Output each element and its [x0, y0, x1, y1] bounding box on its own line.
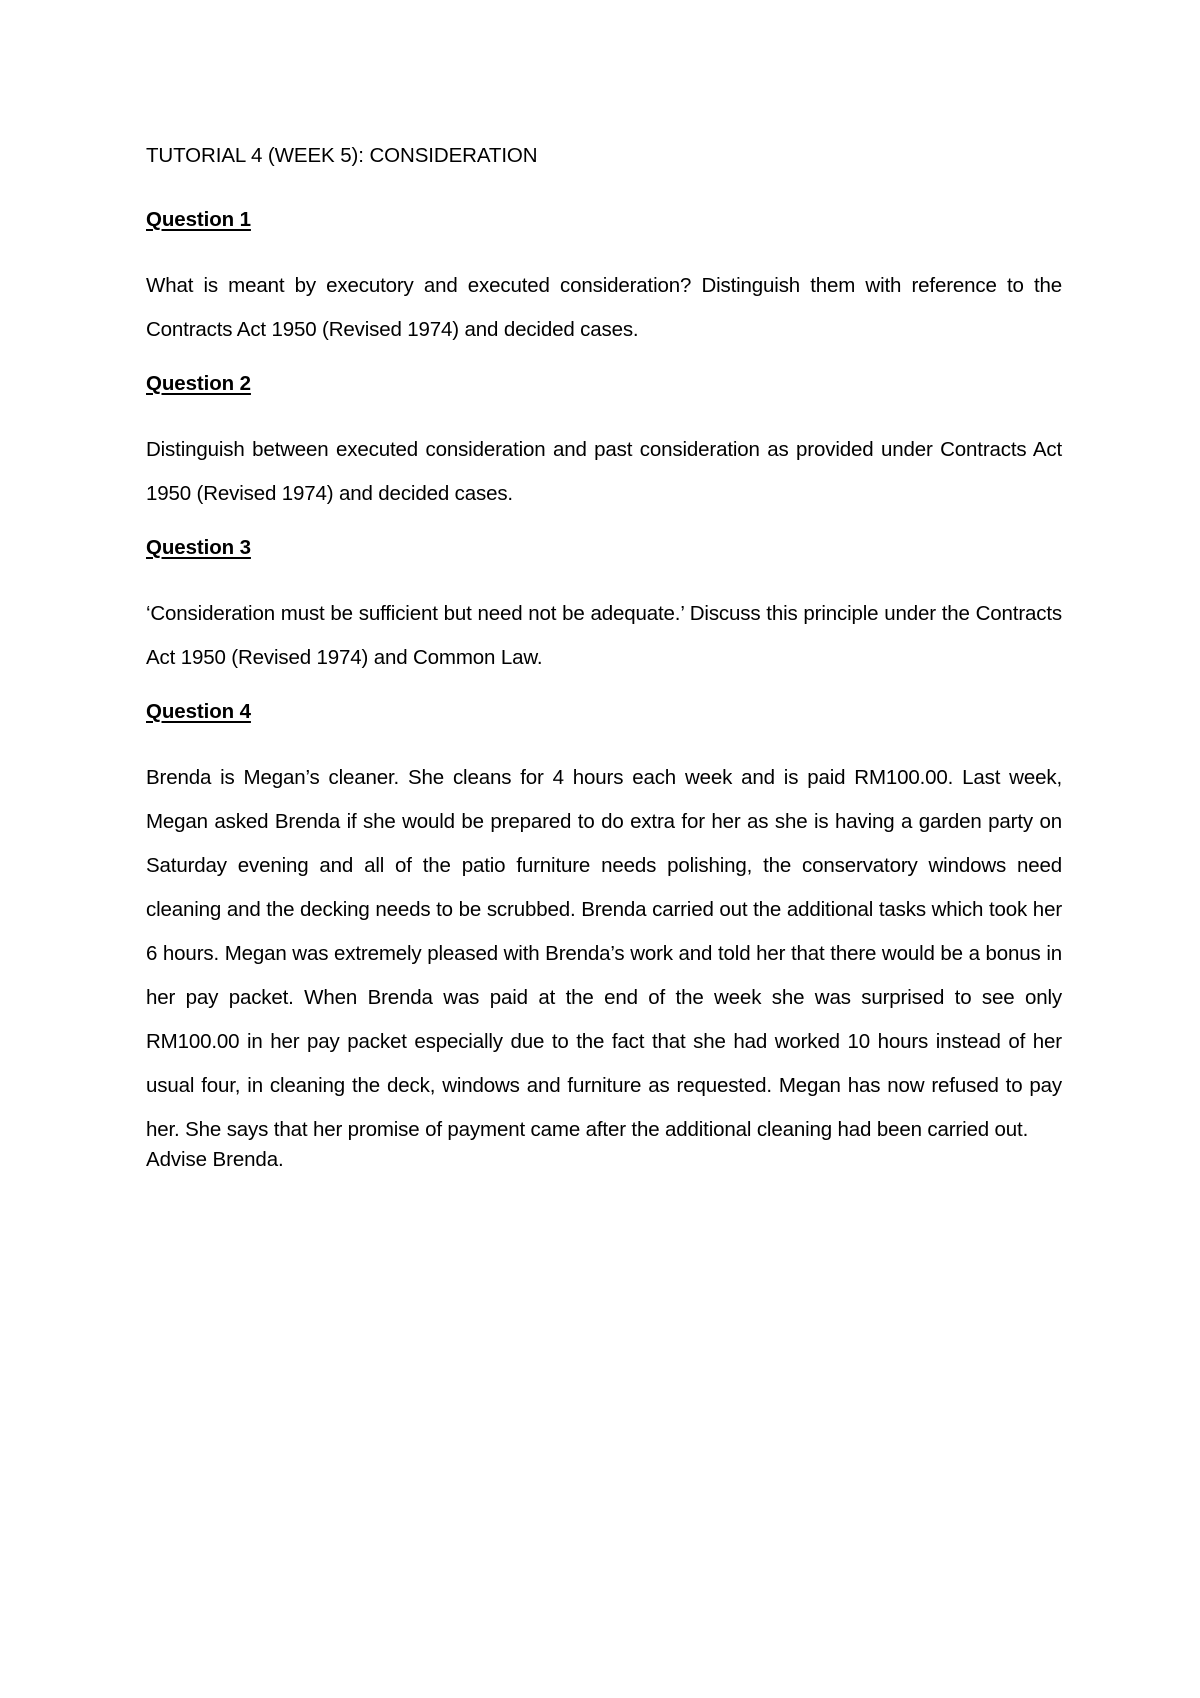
document-title: TUTORIAL 4 (WEEK 5): CONSIDERATION [146, 144, 538, 167]
question-3-text: ‘Consideration must be sufficient but need not be adequate.’ Discuss this principle under the Contracts Act 1950 (Revised 1974) and Common Law. [146, 602, 1062, 669]
question-4-instruction: Advise Brenda. [146, 1148, 284, 1171]
question-4-text: Brenda is Megan’s cleaner. She cleans for 4 hours each week and is paid RM100.00. Last week, Megan asked Brenda if she would be prepared to do extra for her as she is having a garden party on Saturday evening and all of the patio furniture needs polishing, the conservatory windows need cleaning and the decking needs to be scrubbed. Brenda carried out the additional tasks which took her 6 hours. Megan was extremely pleased with Brenda’s work and told her that there would be a bonus in her pay packet. When Brenda was paid at the end of the week she was surprised to see only RM100.00 in her pay packet especially due to the fact that she had worked 10 hours instead of her usual four, in cleaning the deck, windows and furniture as requested. Megan has now refused to pay her. She says that her promise of payment came after the additional cleaning had been carried out. [146, 766, 1062, 1141]
document-page [146, 142, 1062, 1174]
question-3-heading: Question 3 [146, 536, 251, 559]
question-2-text: Distinguish between executed consideration and past consideration as provided under Contracts Act 1950 (Revised 1974) and decided cases. [146, 438, 1062, 505]
question-1-text: What is meant by executory and executed consideration? Distinguish them with reference to the Contracts Act 1950 (Revised 1974) and decided cases. [146, 274, 1062, 341]
question-1-heading: Question 1 [146, 208, 251, 231]
question-4-heading: Question 4 [146, 700, 251, 723]
question-2-heading: Question 2 [146, 372, 251, 395]
